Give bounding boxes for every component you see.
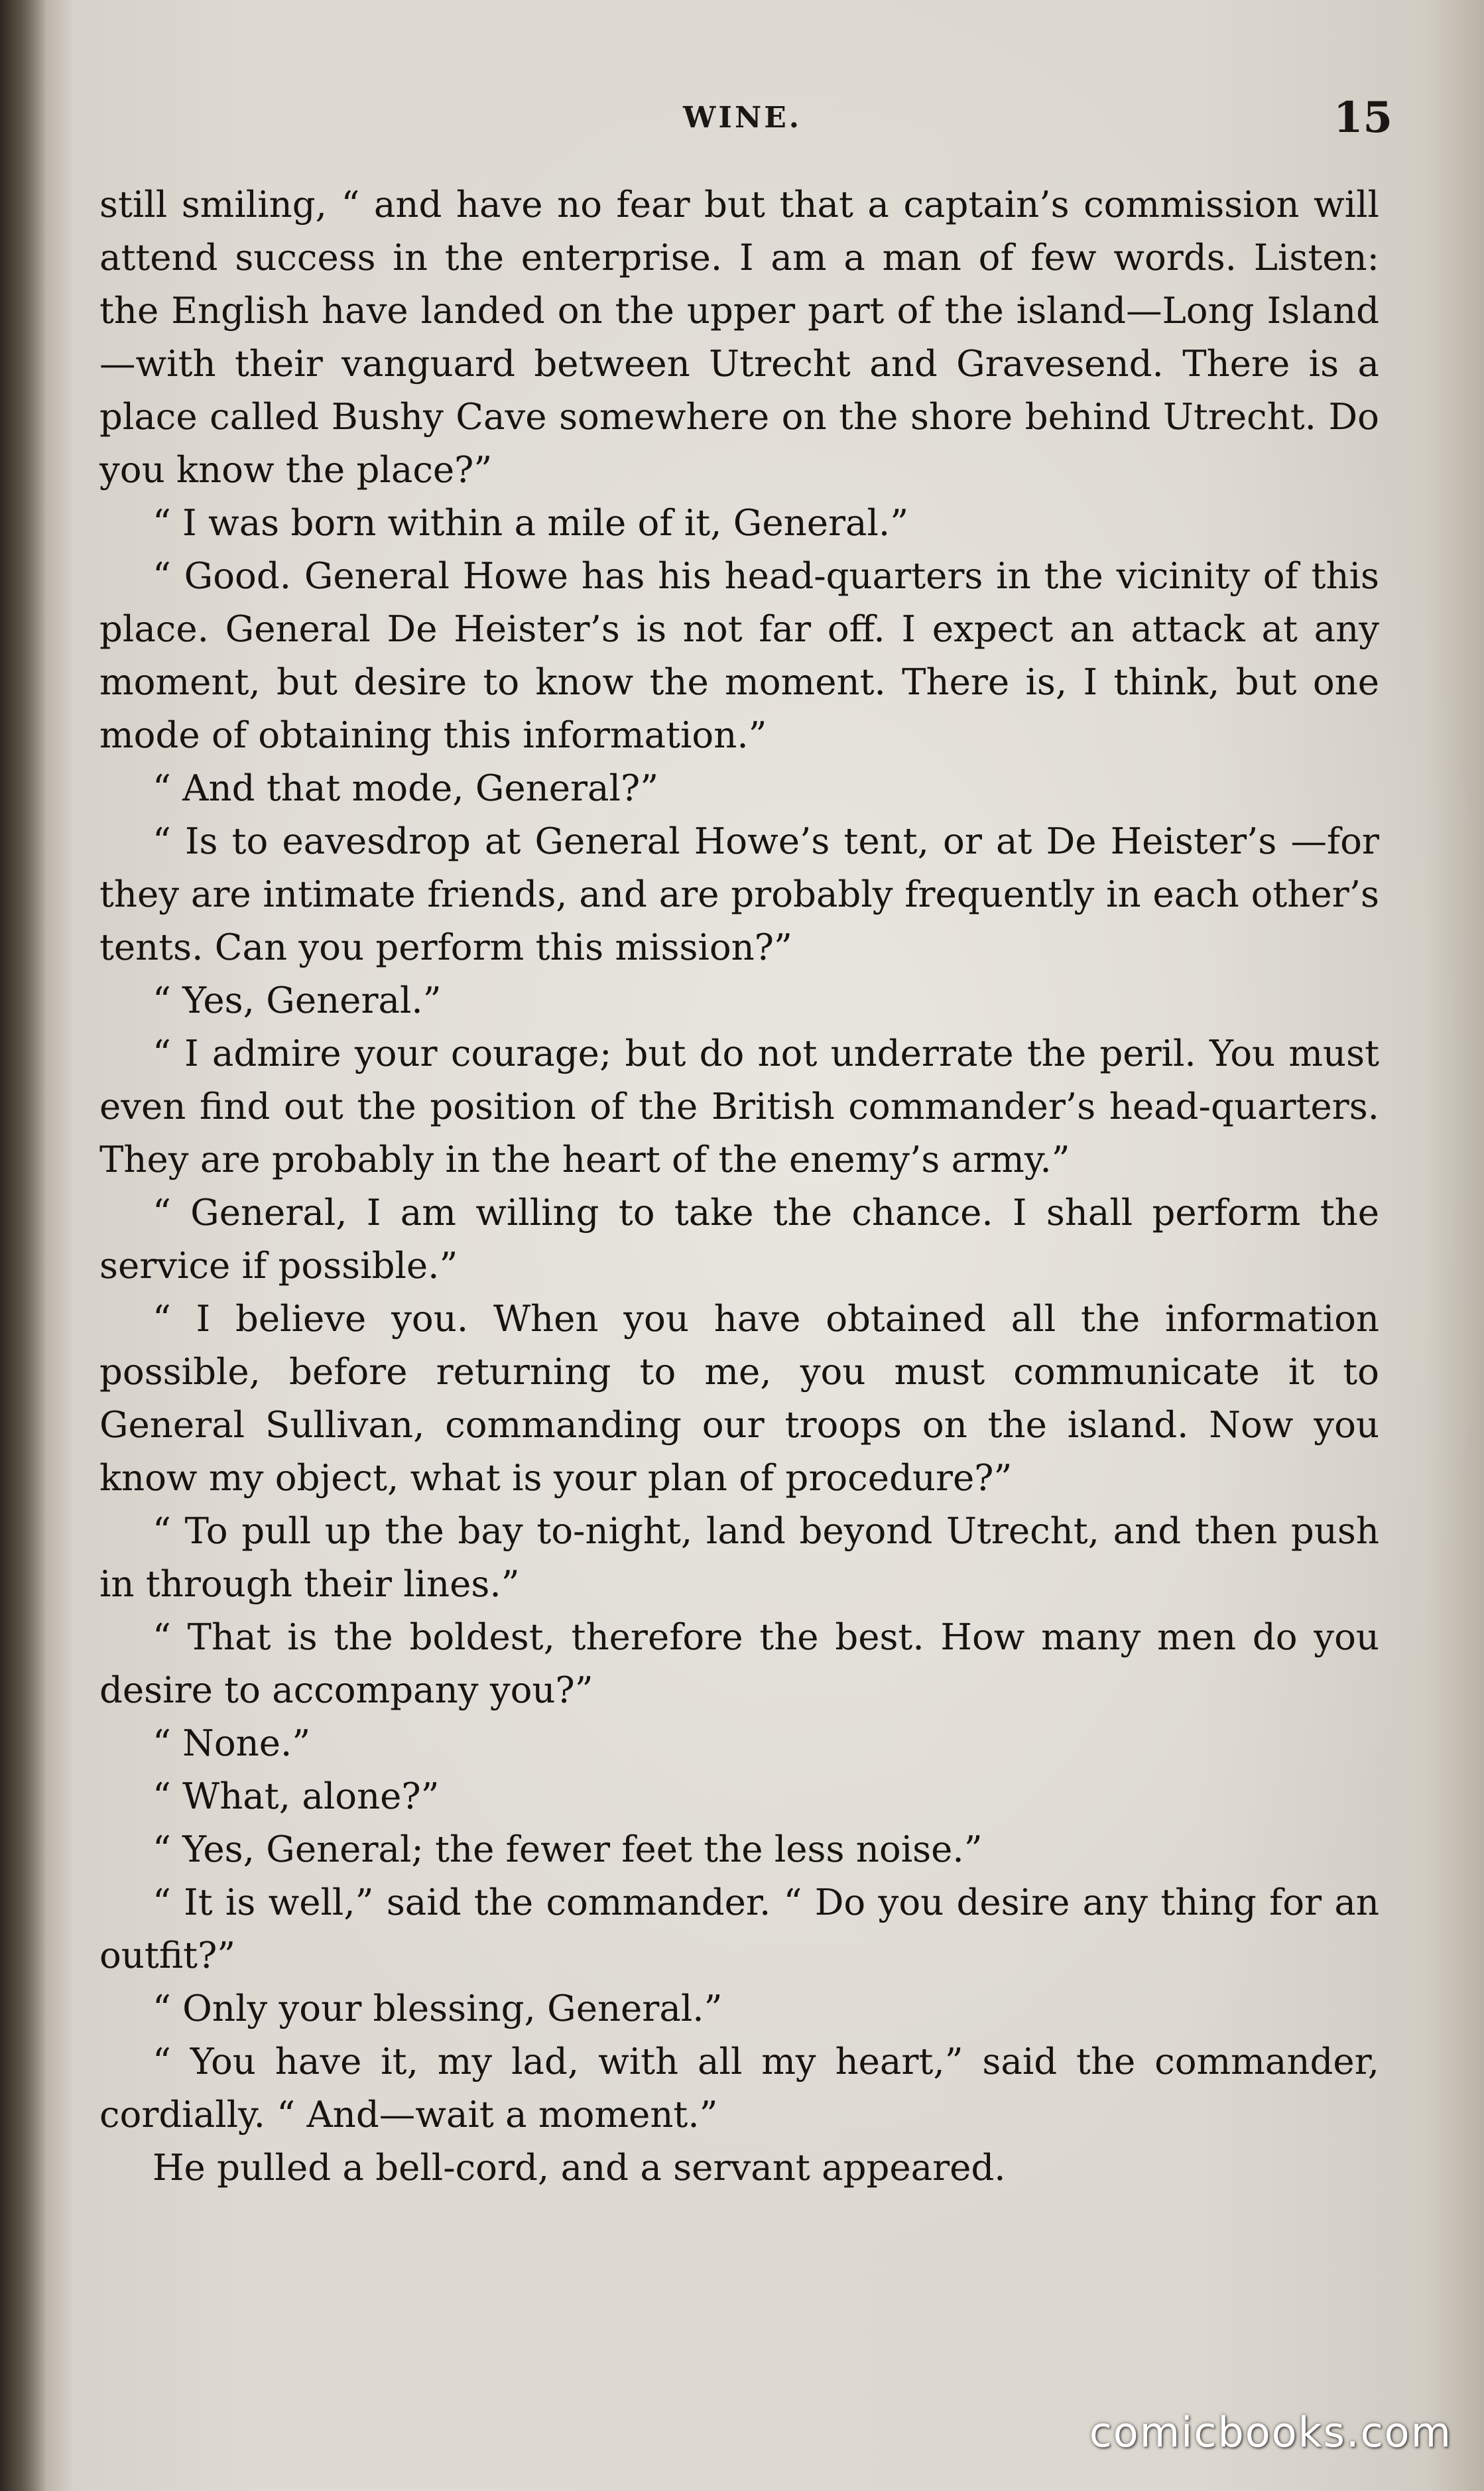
paragraph: He pulled a bell-cord, and a servant appeared. bbox=[153, 2146, 1006, 2189]
paragraph: “ Yes, General.” bbox=[153, 979, 442, 1021]
site-watermark: comicbooks.com bbox=[1089, 2408, 1452, 2457]
paragraph: “ General, I am willing to take the chance. I shall perform the service if possible.” bbox=[99, 1191, 1379, 1287]
paragraph: still smiling, “ and have no fear but that a captain’s commission will attend success in the enterprise. I am a man of few words. Listen: the English have landed on the upper part of the island—Long Island—with their vanguard between Utrecht and Gravesend. There is a place called Bushy Cave somewhere on the shore behind Utrecht. Do you know the place?” bbox=[99, 183, 1379, 491]
page-number: 15 bbox=[1333, 93, 1392, 143]
paragraph: “ To pull up the bay to-night, land beyond Utrecht, and then push in through their lines.” bbox=[99, 1509, 1379, 1605]
book-spine-shadow bbox=[0, 0, 46, 2491]
running-head: WINE. bbox=[683, 101, 802, 135]
paragraph: “ That is the boldest, therefore the best. How many men do you desire to accompany you?” bbox=[99, 1616, 1379, 1711]
paragraph: “ None.” bbox=[153, 1722, 311, 1764]
paragraph: “ I admire your courage; but do not underrate the peril. You must even find out the position of the British commander’s head-quarters. They are probably in the heart of the enemy’s army.” bbox=[99, 1032, 1379, 1181]
paragraph: “ Only your blessing, General.” bbox=[153, 1987, 723, 2029]
paragraph: “ Is to eavesdrop at General Howe’s tent, or at De Heister’s —for they are intimate friends, and are probably frequently in each other’s tents. Can you perform this mission?” bbox=[99, 820, 1379, 968]
page-header bbox=[99, 93, 1392, 153]
paragraph: “ I believe you. When you have obtained all the information possible, before returning to me, you must communicate it to General Sullivan, commanding our troops on the island. Now you know my object, what is your plan of procedure?” bbox=[99, 1297, 1379, 1499]
paragraph: “ Yes, General; the fewer feet the less noise.” bbox=[153, 1828, 983, 1870]
paragraph: “ What, alone?” bbox=[153, 1775, 440, 1817]
paragraph: “ And that mode, General?” bbox=[153, 767, 659, 809]
paragraph: “ Good. General Howe has his head-quarters in the vicinity of this place. General De Heister’s is not far off. I expect an attack at any moment, but desire to know the moment. There is, I think, but one mode of obtaining this information.” bbox=[99, 554, 1379, 756]
paragraph: “ It is well,” said the commander. “ Do you desire any thing for an outfit?” bbox=[99, 1881, 1379, 1976]
body-text bbox=[99, 178, 1379, 2194]
paragraph: “ You have it, my lad, with all my heart,” said the commander, cordially. “ And—wait a moment.” bbox=[99, 2040, 1379, 2136]
paragraph: “ I was born within a mile of it, General.” bbox=[153, 501, 909, 544]
